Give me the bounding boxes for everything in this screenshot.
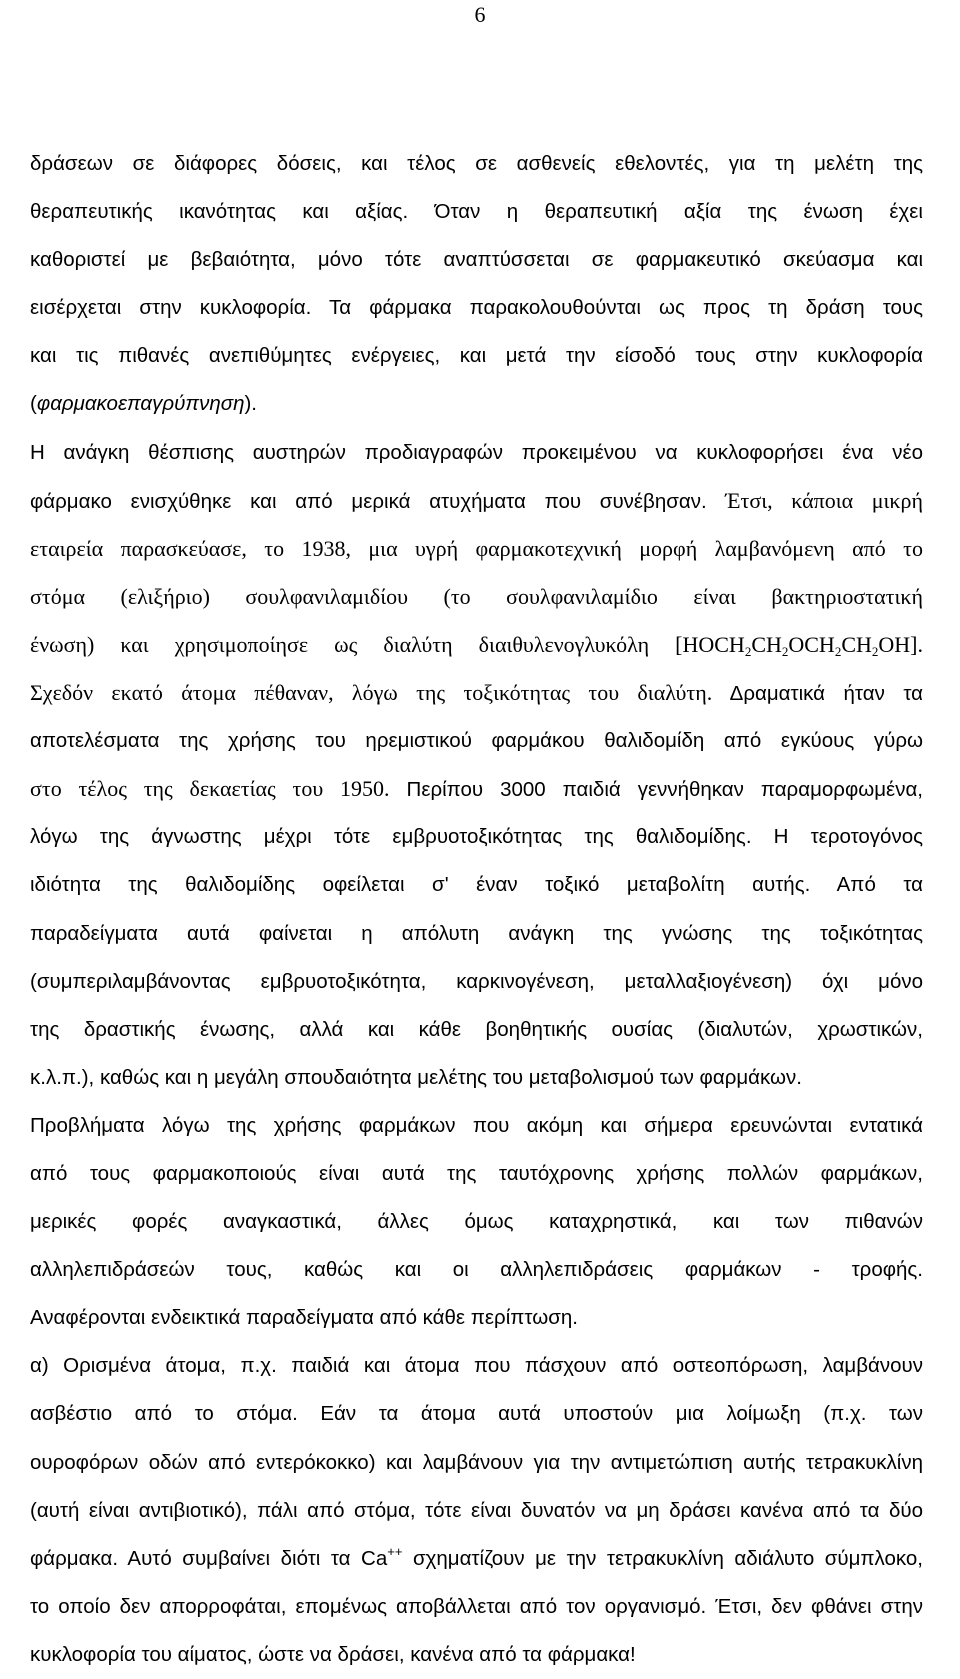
text-line: ασβέστιο από το στόμα. Εάν τα άτομα αυτά υποστούν μια λοίμωξη (π.χ. των — [30, 1402, 923, 1426]
text-line: (αυτή είναι αντιβιοτικό), πάλι από στόμα, τότε είναι δυνατόν να μη δράσει κανένα από τα δύο — [30, 1498, 923, 1522]
text-line: λόγω της άγνωστης μέχρι τότε εμβρυοτοξικότητας της θαλιδομίδης. Η τεροτογόνος — [30, 825, 923, 849]
text-line: Προβλήματα λόγω της χρήσης φαρμάκων που ακόμη και σήμερα ερευνώνται εντατικά — [30, 1113, 923, 1137]
text-line — [30, 380, 923, 428]
text-line: το οποίο δεν απορροφάται, επομένως αποβάλλεται από τον οργανισμό. Έτσι, δεν φθάνει στην — [30, 1594, 923, 1618]
text-line — [30, 477, 923, 525]
text-line: θεραπευτικής ικανότητας και αξίας. Όταν η θεραπευτική αξία της ένωση έχει — [30, 200, 923, 224]
text-line: εταιρεία παρασκεύασε, το 1938, μια υγρή φαρμακοτεχνική μορφή λαμβανόμενη από το — [30, 535, 923, 561]
text-line: (συμπεριλαμβάνοντας εμβρυοτοξικότητα, καρκινογένεση, μεταλλαξιογένεση) όχι μόνο — [30, 969, 923, 993]
text-line: καθοριστεί με βεβαιότητα, μόνο τότε αναπτύσσεται σε φαρμακευτικό σκεύασμα και — [30, 248, 923, 272]
paren-open: ( — [30, 392, 37, 416]
text-line: εισέρχεται στην κυκλοφορία. Τα φάρμακα παρακολουθούνται ως προς τη δράση τους — [30, 296, 923, 320]
text-line: ιδιότητα της θαλιδομίδης οφείλεται σ' έναν τοξικό μεταβολίτη αυτής. Από τα — [30, 873, 923, 897]
text-line: μερικές φορές αναγκαστικά, άλλες όμως καταχρηστικά, και των πιθανών — [30, 1210, 923, 1234]
text-segment: Περίπου 3000 παιδιά γεννήθηκαν παραμορφωμένα, — [389, 778, 923, 802]
text-line: αποτελέσματα της χρήσης του ηρεμιστικού φαρμάκου θαλιδομίδη από εγκύους γύρω — [30, 729, 923, 753]
body-text — [30, 140, 923, 1679]
text-segment: ένωση) και χρησιμοποίησε ως διαλύτη διαιθυλενογλυκόλη [HOCH — [30, 631, 745, 657]
text-line: α) Ορισμένα άτομα, π.χ. παιδιά και άτομα που πάσχουν από οστεοπόρωση, λαμβάνουν — [30, 1354, 923, 1378]
text-line: Αναφέρονται ενδεικτικά παραδείγματα από κάθε περίπτωση. — [30, 1306, 578, 1330]
text-segment: CH — [751, 631, 782, 657]
text-line: στόμα (ελιξήριο) σουλφανιλαμιδίου (το σουλφανιλαμίδιο είναι βακτηριοστατική — [30, 583, 923, 609]
text-line: και τις πιθανές ανεπιθύμητες ενέργειες, και μετά την είσοδό τους στην κυκλοφορία — [30, 344, 923, 368]
text-line: κ.λ.π.), καθώς και η μεγάλη σπουδαιότητα μελέτης του μεταβολισμού των φαρμάκων. — [30, 1065, 802, 1089]
text-line: δράσεων σε διάφορες δόσεις, και τέλος σε ασθενείς εθελοντές, για τη μελέτη της — [30, 152, 923, 175]
text-segment: Δραματικά ήταν τα — [712, 682, 923, 706]
text-segment-serif: Έτσι, κάποια μικρή — [706, 487, 924, 513]
text-line: αλληλεπιδράσεών τους, καθώς και οι αλληλεπιδράσεις φαρμάκων - τροφής. — [30, 1258, 923, 1282]
text-line: ουροφόρων οδών από εντερόκοκκο) και λαμβάνουν για την αντιμετώπιση αυτής τετρακυκλίνη — [30, 1450, 923, 1474]
text-segment: φάρμακα. Αυτό συμβαίνει διότι τα Ca — [30, 1546, 388, 1570]
subscript: 2 — [781, 643, 789, 659]
text-segment: σχηματίζουν με την τετρακυκλίνη αδιάλυτο σύμπλοκο, — [402, 1546, 923, 1570]
text-line: παραδείγματα αυτά φαίνεται η απόλυτη ανάγκη της γνώσης της τοξικότητας — [30, 921, 923, 945]
page-number: 6 — [474, 2, 486, 27]
italic-term: φαρμακοεπαγρύπνηση — [36, 392, 245, 416]
text-segment: OCH — [788, 631, 835, 657]
text-line: της δραστικής ένωσης, αλλά και κάθε βοηθητικής ουσίας (διαλυτών, χρωστικών, — [30, 1017, 923, 1041]
text-line: Η ανάγκη θέσπισης αυστηρών προδιαγραφών προκειμένου να κυκλοφορήσει ένα νέο — [30, 440, 923, 464]
subscript: 2 — [744, 643, 752, 659]
paren-close: ). — [244, 392, 258, 416]
text-line: κυκλοφορία του αίματος, ώστε να δράσει, κανένα από τα φάρμακα! — [30, 1642, 636, 1666]
text-line — [30, 1535, 923, 1583]
text-segment: CH — [841, 631, 872, 657]
text-segment-serif: Σχεδόν εκατό άτομα πέθαναν, λόγω της τοξικότητας του διαλύτη. — [30, 680, 713, 706]
formula-line — [30, 621, 923, 669]
text-segment: φάρμακο ενισχύθηκε και από μερικά ατυχήματα που συνέβησαν. — [30, 489, 707, 513]
subscript: 2 — [871, 643, 879, 659]
text-line — [30, 669, 923, 717]
text-line — [30, 765, 923, 813]
superscript: ++ — [387, 1543, 403, 1559]
text-segment: OH]. — [878, 631, 923, 657]
text-segment-serif: στο τέλος της δεκαετίας του 1950. — [30, 776, 390, 802]
subscript: 2 — [834, 643, 842, 659]
text-line: από τους φαρμακοποιούς είναι αυτά της ταυτόχρονης χρήσης πολλών φαρμάκων, — [30, 1161, 923, 1185]
